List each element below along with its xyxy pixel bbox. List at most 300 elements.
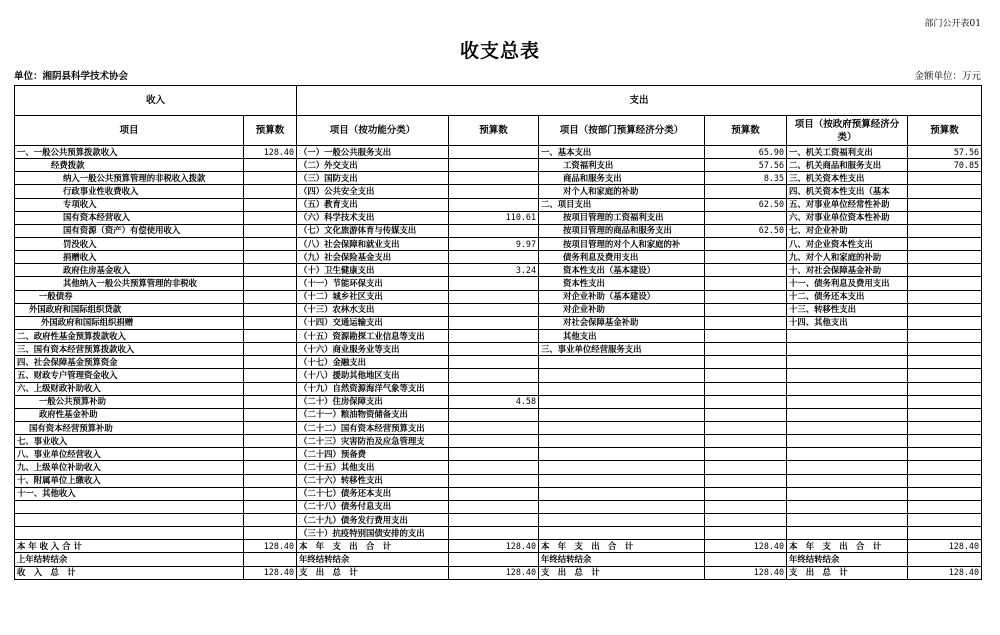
cell-gov-econ-item: 三、机关资本性支出 <box>787 172 908 185</box>
cell-functional-item: 年终结转结余 <box>297 553 449 566</box>
cell-income-item: 政府住房基金收入 <box>15 264 244 277</box>
cell-gov-econ-budget <box>908 264 982 277</box>
unit-label: 单位：湘阴县科学技术协会 <box>14 71 129 82</box>
cell-functional-budget <box>449 172 539 185</box>
cell-functional-item: （二十七）债务还本支出 <box>297 487 449 500</box>
cell-dept-econ-budget <box>705 211 787 224</box>
cell-gov-econ-budget <box>908 527 982 540</box>
cell-income-item: 纳入一般公共预算管理的非税收入拨款 <box>15 172 244 185</box>
table-row <box>15 527 982 540</box>
cell-gov-econ-budget <box>908 500 982 513</box>
cell-income-item: 八、事业单位经营收入 <box>15 448 244 461</box>
cell-dept-econ-budget <box>705 395 787 408</box>
col-header-gov-econ-budget: 预算数 <box>908 116 982 146</box>
table-row <box>15 566 982 579</box>
cell-income-budget <box>244 553 297 566</box>
cell-dept-econ-item: 三、事业单位经营服务支出 <box>539 343 705 356</box>
table-row <box>15 211 982 224</box>
cell-gov-econ-item <box>787 461 908 474</box>
cell-income-budget <box>244 237 297 250</box>
section-expense-header: 支出 <box>297 86 982 116</box>
cell-gov-econ-budget <box>908 356 982 369</box>
cell-income-item: 五、财政专户管理资金收入 <box>15 369 244 382</box>
cell-dept-econ-budget: 57.56 <box>705 159 787 172</box>
cell-gov-econ-item <box>787 382 908 395</box>
cell-income-budget <box>244 421 297 434</box>
cell-income-item: 国有资本经营收入 <box>15 211 244 224</box>
cell-income-budget <box>244 487 297 500</box>
cell-income-budget: 128.40 <box>244 540 297 553</box>
cell-dept-econ-item <box>539 487 705 500</box>
cell-functional-budget <box>449 500 539 513</box>
cell-functional-item: （三）国防支出 <box>297 172 449 185</box>
cell-gov-econ-item: 六、对事业单位资本性补助 <box>787 211 908 224</box>
cell-functional-budget <box>449 461 539 474</box>
cell-dept-econ-budget <box>705 500 787 513</box>
cell-dept-econ-budget <box>705 553 787 566</box>
section-header-row <box>15 86 982 116</box>
cell-income-budget <box>244 356 297 369</box>
cell-functional-budget <box>449 527 539 540</box>
table-row <box>15 277 982 290</box>
cell-functional-budget <box>449 343 539 356</box>
cell-functional-budget <box>449 487 539 500</box>
cell-gov-econ-budget <box>908 237 982 250</box>
col-header-dept-econ-item: 项目（按部门预算经济分类） <box>539 116 705 146</box>
cell-dept-econ-item <box>539 369 705 382</box>
table-row <box>15 408 982 421</box>
cell-dept-econ-item: 资本性支出 <box>539 277 705 290</box>
cell-dept-econ-item <box>539 461 705 474</box>
cell-gov-econ-item: 九、对个人和家庭的补助 <box>787 251 908 264</box>
cell-gov-econ-item: 八、对企业资本性支出 <box>787 237 908 250</box>
cell-gov-econ-budget <box>908 277 982 290</box>
cell-gov-econ-item: 七、对企业补助 <box>787 224 908 237</box>
cell-gov-econ-item: 十、对社会保障基金补助 <box>787 264 908 277</box>
table-row <box>15 448 982 461</box>
cell-dept-econ-budget <box>705 185 787 198</box>
cell-income-item: 一般公共预算补助 <box>15 395 244 408</box>
cell-functional-item: （七）文化旅游体育与传媒支出 <box>297 224 449 237</box>
table-row <box>15 198 982 211</box>
table-row <box>15 421 982 434</box>
cell-dept-econ-budget <box>705 264 787 277</box>
cell-gov-econ-budget <box>908 290 982 303</box>
cell-gov-econ-budget <box>908 408 982 421</box>
cell-income-budget <box>244 382 297 395</box>
cell-income-budget <box>244 408 297 421</box>
cell-dept-econ-budget <box>705 277 787 290</box>
cell-dept-econ-item: 商品和服务支出 <box>539 172 705 185</box>
cell-gov-econ-item: 年终结转结余 <box>787 553 908 566</box>
cell-dept-econ-budget: 65.90 <box>705 146 787 159</box>
cell-income-budget <box>244 185 297 198</box>
table-row <box>15 224 982 237</box>
cell-income-item: 九、上级单位补助收入 <box>15 461 244 474</box>
cell-functional-item: （十五）资源勘探工业信息等支出 <box>297 329 449 342</box>
cell-dept-econ-item <box>539 474 705 487</box>
cell-gov-econ-item <box>787 513 908 526</box>
cell-dept-econ-budget: 62.50 <box>705 224 787 237</box>
cell-functional-budget <box>449 356 539 369</box>
table-row <box>15 185 982 198</box>
cell-dept-econ-item: 资本性支出（基本建设） <box>539 264 705 277</box>
cell-gov-econ-item: 本 年 支 出 合 计 <box>787 540 908 553</box>
cell-functional-budget <box>449 303 539 316</box>
cell-gov-econ-item: 二、机关商品和服务支出 <box>787 159 908 172</box>
cell-dept-econ-item: 对企业补助 <box>539 303 705 316</box>
cell-functional-item: （二十三）灾害防治及应急管理支 <box>297 435 449 448</box>
cell-functional-item: （二十五）其他支出 <box>297 461 449 474</box>
table-row <box>15 303 982 316</box>
cell-gov-econ-budget <box>908 435 982 448</box>
cell-gov-econ-budget <box>908 448 982 461</box>
cell-gov-econ-budget <box>908 421 982 434</box>
table-row <box>15 159 982 172</box>
cell-dept-econ-budget <box>705 408 787 421</box>
cell-functional-budget <box>449 159 539 172</box>
cell-dept-econ-item: 对社会保障基金补助 <box>539 316 705 329</box>
cell-income-item: 行政事业性收费收入 <box>15 185 244 198</box>
cell-gov-econ-budget <box>908 343 982 356</box>
cell-functional-item: （十七）金融支出 <box>297 356 449 369</box>
cell-income-item <box>15 500 244 513</box>
table-row <box>15 251 982 264</box>
table-row <box>15 237 982 250</box>
cell-dept-econ-budget <box>705 448 787 461</box>
cell-income-item: 一般债券 <box>15 290 244 303</box>
cell-dept-econ-item: 对企业补助（基本建设） <box>539 290 705 303</box>
cell-gov-econ-item: 十四、其他支出 <box>787 316 908 329</box>
cell-dept-econ-budget <box>705 343 787 356</box>
cell-functional-item: （二十六）转移性支出 <box>297 474 449 487</box>
cell-dept-econ-budget <box>705 329 787 342</box>
cell-gov-econ-item <box>787 487 908 500</box>
cell-income-budget <box>244 435 297 448</box>
cell-gov-econ-item: 十一、债务利息及费用支出 <box>787 277 908 290</box>
cell-dept-econ-item: 一、基本支出 <box>539 146 705 159</box>
cell-income-item: 专项收入 <box>15 198 244 211</box>
table-row <box>15 172 982 185</box>
cell-functional-item: （一）一般公共服务支出 <box>297 146 449 159</box>
cell-dept-econ-item: 本 年 支 出 合 计 <box>539 540 705 553</box>
cell-income-budget: 128.40 <box>244 566 297 579</box>
cell-income-item: 十一、其他收入 <box>15 487 244 500</box>
cell-gov-econ-item <box>787 408 908 421</box>
cell-dept-econ-item <box>539 448 705 461</box>
cell-gov-econ-budget <box>908 395 982 408</box>
cell-dept-econ-item: 按项目管理的对个人和家庭的补 <box>539 237 705 250</box>
cell-functional-budget <box>449 277 539 290</box>
cell-functional-budget: 128.40 <box>449 566 539 579</box>
cell-dept-econ-budget: 8.35 <box>705 172 787 185</box>
cell-income-item <box>15 527 244 540</box>
cell-gov-econ-item <box>787 527 908 540</box>
table-row <box>15 146 982 159</box>
cell-dept-econ-budget: 62.50 <box>705 198 787 211</box>
cell-functional-budget: 110.61 <box>449 211 539 224</box>
cell-functional-budget <box>449 513 539 526</box>
cell-income-budget <box>244 369 297 382</box>
cell-gov-econ-budget: 70.85 <box>908 159 982 172</box>
cell-income-item: 二、政府性基金预算拨款收入 <box>15 329 244 342</box>
cell-income-budget <box>244 290 297 303</box>
cell-dept-econ-item <box>539 356 705 369</box>
cell-gov-econ-budget <box>908 251 982 264</box>
cell-functional-item: （十九）自然资源海洋气象等支出 <box>297 382 449 395</box>
cell-income-budget <box>244 395 297 408</box>
cell-gov-econ-budget <box>908 303 982 316</box>
cell-functional-budget: 9.97 <box>449 237 539 250</box>
cell-functional-item: （二十九）债务发行费用支出 <box>297 513 449 526</box>
cell-gov-econ-budget: 128.40 <box>908 566 982 579</box>
cell-dept-econ-item <box>539 395 705 408</box>
cell-dept-econ-item: 二、项目支出 <box>539 198 705 211</box>
cell-income-item: 六、上级财政补助收入 <box>15 382 244 395</box>
table-row <box>15 500 982 513</box>
cell-income-budget <box>244 448 297 461</box>
cell-functional-item: （十四）交通运输支出 <box>297 316 449 329</box>
table-row <box>15 540 982 553</box>
cell-functional-budget <box>449 224 539 237</box>
cell-functional-budget <box>449 251 539 264</box>
cell-dept-econ-item <box>539 421 705 434</box>
cell-gov-econ-budget <box>908 487 982 500</box>
cell-dept-econ-budget <box>705 237 787 250</box>
cell-dept-econ-budget <box>705 316 787 329</box>
cell-gov-econ-budget <box>908 316 982 329</box>
cell-income-item: 十、附属单位上缴收入 <box>15 474 244 487</box>
cell-gov-econ-budget <box>908 513 982 526</box>
cell-income-item: 一、一般公共预算拨款收入 <box>15 146 244 159</box>
cell-dept-econ-item: 债务利息及费用支出 <box>539 251 705 264</box>
cell-gov-econ-item: 十二、债务还本支出 <box>787 290 908 303</box>
cell-dept-econ-budget <box>705 527 787 540</box>
table-body <box>15 86 982 580</box>
table-row <box>15 369 982 382</box>
col-header-functional-item: 项目（按功能分类） <box>297 116 449 146</box>
cell-gov-econ-item <box>787 369 908 382</box>
cell-income-item: 上年结转结余 <box>15 553 244 566</box>
cell-gov-econ-item <box>787 395 908 408</box>
cell-gov-econ-budget <box>908 185 982 198</box>
cell-functional-item: （二十）住房保障支出 <box>297 395 449 408</box>
cell-income-budget <box>244 474 297 487</box>
cell-dept-econ-budget <box>705 382 787 395</box>
cell-dept-econ-budget: 128.40 <box>705 566 787 579</box>
cell-functional-budget <box>449 316 539 329</box>
col-header-gov-econ-item: 项目（按政府预算经济分类） <box>787 116 908 146</box>
cell-gov-econ-item: 四、机关资本性支出（基本 <box>787 185 908 198</box>
cell-income-item: 外国政府和国际组织贷款 <box>15 303 244 316</box>
cell-gov-econ-budget <box>908 211 982 224</box>
page-title: 收支总表 <box>459 40 540 62</box>
cell-functional-item: （十六）商业服务业等支出 <box>297 343 449 356</box>
section-income-header: 收入 <box>15 86 297 116</box>
cell-gov-econ-item: 一、机关工资福利支出 <box>787 146 908 159</box>
cell-functional-item: （五）教育支出 <box>297 198 449 211</box>
cell-income-budget <box>244 198 297 211</box>
cell-income-budget <box>244 500 297 513</box>
cell-income-item: 其他纳入一般公共预算管理的非税收 <box>15 277 244 290</box>
cell-gov-econ-budget <box>908 172 982 185</box>
cell-gov-econ-item <box>787 421 908 434</box>
cell-income-budget <box>244 343 297 356</box>
cell-dept-econ-item <box>539 527 705 540</box>
col-header-functional-budget: 预算数 <box>449 116 539 146</box>
cell-gov-econ-item <box>787 474 908 487</box>
col-header-dept-econ-budget: 预算数 <box>705 116 787 146</box>
table-row <box>15 513 982 526</box>
table-row <box>15 356 982 369</box>
cell-gov-econ-item: 五、对事业单位经常性补助 <box>787 198 908 211</box>
cell-income-item <box>15 513 244 526</box>
cell-dept-econ-budget <box>705 303 787 316</box>
cell-income-item: 罚没收入 <box>15 237 244 250</box>
cell-functional-item: （二十八）债务付息支出 <box>297 500 449 513</box>
budget-summary-table <box>14 85 982 580</box>
cell-functional-item: （二）外交支出 <box>297 159 449 172</box>
cell-dept-econ-item: 年终结转结余 <box>539 553 705 566</box>
cell-functional-item: （十八）援助其他地区支出 <box>297 369 449 382</box>
cell-income-budget <box>244 251 297 264</box>
cell-dept-econ-item: 工资福利支出 <box>539 159 705 172</box>
cell-income-budget <box>244 172 297 185</box>
cell-functional-budget: 128.40 <box>449 540 539 553</box>
cell-gov-econ-item <box>787 356 908 369</box>
cell-functional-budget <box>449 553 539 566</box>
cell-dept-econ-item: 按项目管理的工资福利支出 <box>539 211 705 224</box>
cell-functional-item: （十二）城乡社区支出 <box>297 290 449 303</box>
cell-dept-econ-item <box>539 513 705 526</box>
cell-income-item: 三、国有资本经营预算拨款收入 <box>15 343 244 356</box>
cell-gov-econ-budget <box>908 474 982 487</box>
cell-dept-econ-budget <box>705 421 787 434</box>
cell-functional-budget <box>449 185 539 198</box>
cell-functional-item: 本 年 支 出 合 计 <box>297 540 449 553</box>
cell-dept-econ-item: 对个人和家庭的补助 <box>539 185 705 198</box>
amount-unit-label: 金额单位：万元 <box>914 71 981 82</box>
table-row <box>15 329 982 342</box>
cell-dept-econ-item <box>539 382 705 395</box>
cell-functional-item: （四）公共安全支出 <box>297 185 449 198</box>
cell-functional-budget <box>449 448 539 461</box>
cell-dept-econ-item <box>539 435 705 448</box>
cell-functional-budget: 4.58 <box>449 395 539 408</box>
cell-dept-econ-budget <box>705 356 787 369</box>
table-row <box>15 343 982 356</box>
cell-dept-econ-item: 支 出 总 计 <box>539 566 705 579</box>
cell-income-item: 国有资本经营预算补助 <box>15 421 244 434</box>
cell-dept-econ-item: 其他支出 <box>539 329 705 342</box>
cell-dept-econ-budget <box>705 290 787 303</box>
cell-functional-item: 支 出 总 计 <box>297 566 449 579</box>
cell-gov-econ-budget <box>908 382 982 395</box>
cell-dept-econ-item: 按项目管理的商品和服务支出 <box>539 224 705 237</box>
form-code: 部门公开表01 <box>924 19 981 29</box>
cell-functional-item: （九）社会保险基金支出 <box>297 251 449 264</box>
cell-income-budget <box>244 303 297 316</box>
cell-income-item: 收 入 总 计 <box>15 566 244 579</box>
cell-income-item: 捐赠收入 <box>15 251 244 264</box>
cell-gov-econ-budget: 57.56 <box>908 146 982 159</box>
cell-income-budget <box>244 461 297 474</box>
cell-functional-budget <box>449 369 539 382</box>
cell-functional-item: （十三）农林水支出 <box>297 303 449 316</box>
table-row <box>15 461 982 474</box>
cell-gov-econ-item <box>787 500 908 513</box>
cell-income-item: 经费拨款 <box>15 159 244 172</box>
cell-gov-econ-budget <box>908 461 982 474</box>
table-row <box>15 290 982 303</box>
cell-gov-econ-budget: 128.40 <box>908 540 982 553</box>
cell-gov-econ-budget <box>908 198 982 211</box>
cell-gov-econ-budget <box>908 224 982 237</box>
cell-dept-econ-budget <box>705 461 787 474</box>
cell-gov-econ-item: 十三、转移性支出 <box>787 303 908 316</box>
col-header-income-budget: 预算数 <box>244 116 297 146</box>
cell-functional-item: （三十）抗疫特别国债安排的支出 <box>297 527 449 540</box>
cell-income-budget <box>244 211 297 224</box>
cell-dept-econ-budget <box>705 487 787 500</box>
table-row <box>15 553 982 566</box>
cell-functional-item: （二十四）预备费 <box>297 448 449 461</box>
cell-income-item: 本 年 收 入 合 计 <box>15 540 244 553</box>
cell-gov-econ-budget <box>908 329 982 342</box>
cell-dept-econ-budget <box>705 251 787 264</box>
cell-functional-budget <box>449 408 539 421</box>
cell-gov-econ-item <box>787 448 908 461</box>
cell-gov-econ-budget <box>908 369 982 382</box>
cell-functional-budget <box>449 329 539 342</box>
cell-dept-econ-budget <box>705 513 787 526</box>
cell-functional-item: （八）社会保障和就业支出 <box>297 237 449 250</box>
cell-functional-item: （二十一）粮油物资储备支出 <box>297 408 449 421</box>
cell-income-item: 七、事业收入 <box>15 435 244 448</box>
cell-functional-budget <box>449 382 539 395</box>
cell-income-budget <box>244 264 297 277</box>
cell-income-budget <box>244 224 297 237</box>
cell-income-budget: 128.40 <box>244 146 297 159</box>
cell-functional-budget <box>449 474 539 487</box>
cell-functional-budget: 3.24 <box>449 264 539 277</box>
cell-income-budget <box>244 513 297 526</box>
cell-functional-item: （十一）节能环保支出 <box>297 277 449 290</box>
table-row <box>15 316 982 329</box>
cell-dept-econ-budget <box>705 435 787 448</box>
cell-gov-econ-item <box>787 343 908 356</box>
column-header-row <box>15 116 982 146</box>
cell-dept-econ-item <box>539 408 705 421</box>
table-row <box>15 264 982 277</box>
cell-functional-budget <box>449 290 539 303</box>
cell-dept-econ-item <box>539 500 705 513</box>
cell-income-budget <box>244 329 297 342</box>
cell-income-item: 四、社会保障基金预算资金 <box>15 356 244 369</box>
table-row <box>15 435 982 448</box>
cell-dept-econ-budget <box>705 369 787 382</box>
cell-functional-budget <box>449 435 539 448</box>
cell-dept-econ-budget <box>705 474 787 487</box>
table-row <box>15 487 982 500</box>
cell-functional-item: （六）科学技术支出 <box>297 211 449 224</box>
cell-gov-econ-item <box>787 435 908 448</box>
table-row <box>15 382 982 395</box>
cell-gov-econ-budget <box>908 553 982 566</box>
cell-income-item: 政府性基金补助 <box>15 408 244 421</box>
cell-income-item: 外国政府和国际组织捐赠 <box>15 316 244 329</box>
cell-income-budget <box>244 316 297 329</box>
